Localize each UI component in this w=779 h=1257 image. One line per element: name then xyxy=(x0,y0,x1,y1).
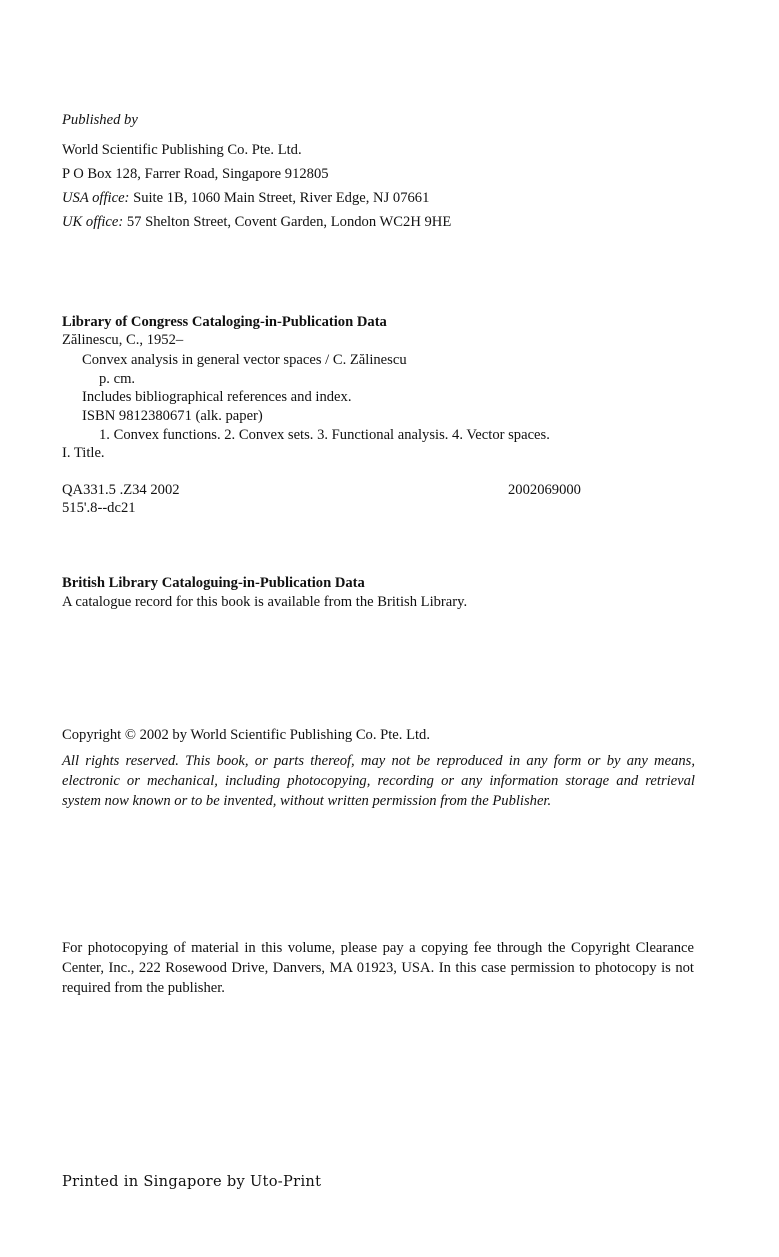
loc-isbn: ISBN 9812380671 (alk. paper) xyxy=(82,408,263,424)
copyright-notice: Copyright © 2002 by World Scientific Publishing Co. Pte. Ltd. xyxy=(62,727,430,743)
uk-office-label: UK office: xyxy=(62,214,124,230)
loc-title-line: Convex analysis in general vector spaces / C. Zălinescu xyxy=(82,352,407,368)
loc-subjects: 1. Convex functions. 2. Convex sets. 3. Functional analysis. 4. Vector spaces. xyxy=(99,427,550,443)
usa-office-address: Suite 1B, 1060 Main Street, River Edge, NJ 07661 xyxy=(133,190,430,206)
loc-dewey: 515'.8--dc21 xyxy=(62,500,136,516)
usa-office xyxy=(62,188,429,208)
usa-office-label: USA office: xyxy=(62,190,130,206)
uk-office-address: 57 Shelton Street, Covent Garden, London WC2H 9HE xyxy=(126,214,452,230)
photocopy-notice: For photocopying of material in this volume, please pay a copying fee through the Copyright Clearance Center, Inc., 222 Rosewood Drive, Danvers, MA 01923, USA. In this case permission to photocopy is not required from the publisher. xyxy=(62,940,694,996)
british-text: A catalogue record for this book is available from the British Library. xyxy=(62,594,468,610)
loc-bibliography: Includes bibliographical references and index. xyxy=(82,389,352,405)
loc-lccn: 2002069000 xyxy=(508,482,581,498)
loc-heading: Library of Congress Cataloging-in-Publication Data xyxy=(62,314,387,330)
loc-author: Zălinescu, C., 1952– xyxy=(62,332,184,348)
loc-pages: p. cm. xyxy=(99,371,136,387)
loc-call-number: QA331.5 .Z34 2002 xyxy=(62,482,180,498)
publisher-address: P O Box 128, Farrer Road, Singapore 912805 xyxy=(62,166,329,182)
british-heading: British Library Cataloguing-in-Publication Data xyxy=(62,575,365,591)
rights-reserved-text: All rights reserved. This book, or parts thereof, may not be reproduced in any form or by any means, electronic or mechanical, including photocopying, recording or any information storage and retrieval system now known or to be invented, without written permission from the Publisher. xyxy=(62,753,695,809)
uk-office xyxy=(62,212,451,232)
loc-title-entry: I. Title. xyxy=(62,445,105,461)
publisher-name: World Scientific Publishing Co. Pte. Ltd. xyxy=(62,142,302,158)
printer-line: Printed in Singapore by Uto-Print xyxy=(62,1173,322,1190)
published-by-label: Published by xyxy=(62,112,138,128)
